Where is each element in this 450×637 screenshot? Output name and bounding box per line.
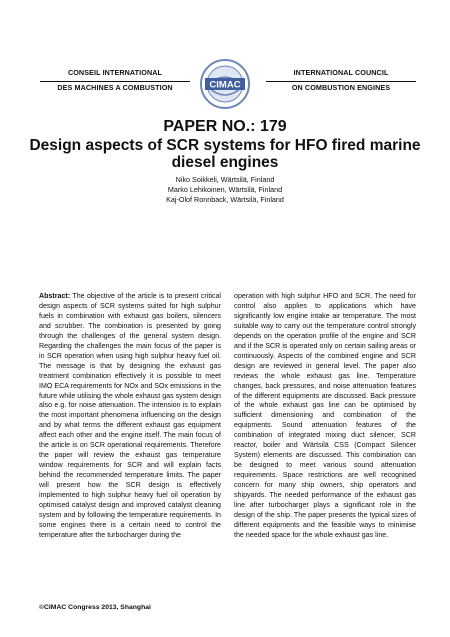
cimac-logo-icon xyxy=(199,58,251,110)
author: Kaj-Olof Ronnback, Wärtsilä, Finland xyxy=(166,195,284,204)
left-org-line-1: CONSEIL INTERNATIONAL xyxy=(40,67,190,82)
author: Niko Soikkeli, Wärtsilä, Finland xyxy=(175,175,275,184)
left-organization-name xyxy=(40,67,190,96)
footer-copyright: ©CIMAC Congress 2013, Shanghai xyxy=(39,604,151,611)
author: Marko Lehikoinen, Wärtsilä, Finland xyxy=(167,185,283,194)
right-org-line-1: INTERNATIONAL COUNCIL xyxy=(266,67,416,82)
right-organization-name xyxy=(266,67,416,96)
paper-title: Design aspects of SCR systems for HFO fired marine diesel engines xyxy=(29,137,421,171)
abstract-column-right xyxy=(234,292,416,541)
left-org-line-2: DES MACHINES A COMBUSTION xyxy=(57,83,173,92)
abstract-column-left xyxy=(39,292,221,541)
paper-number: PAPER NO.: 179 xyxy=(163,118,287,135)
abstract-text-right: operation with high sulphur HFO and SCR. The need for control also applies to applications which have significantly low engine intake air temperature. The most suitable way to carry out the temperature control strongly depends on the operation profile of the engine and SCR and if the SCR is operated only on certain sailing areas or continuously. Aspects of the combined engine and SCR design are reviewed in general level. The paper also reviews the whole exhaust gas line. Temperature changes, back pressures, and noise attenuation features of the different equipments are discussed. Back pressure of the whole exhaust gas line can be optimised by sufficient dimensioning and combination of the equipments. Sound attenuation features of the combination of integrated mixing duct silencer, SCR reactor, boiler and Wärtsilä CSS (Compact Silencer System) elements are discussed. This combination can be designed to meet various sound attenuation requirements. Space restrictions are well recognised concern for many ship owners, ship operators and shipyards. The needed performance of the exhaust gas line after turbocharger plays a significant role in the design of the ship. The paper presents the typical sizes of different equipments and the feasible ways to minimise the needed space for the whole exhaust gas line. xyxy=(234,292,416,539)
right-org-line-2: ON COMBUSTION ENGINES xyxy=(291,83,391,92)
author-list xyxy=(0,175,450,205)
abstract-label: Abstract: xyxy=(39,292,71,300)
cimac-logo xyxy=(199,58,251,110)
abstract-text-left: The objective of the article is to present critical design aspects of SCR systems suited for high sulphur fuels in combination with exhaust gas boilers, silencers and scrubber. The combination is presented by going through the challenges of the general system design. Regarding the challenges the main focus of the paper is in SCR operation when using high sulphur heavy fuel oil. The message is that by designing the exhaust gas treatment combination effectively it is possible to meet IMO ECA requirements for NOx and SOx emissions in the future while utilising the whole exhaust gas system design also e.g. for noise attenuation. The intension is to explain the most important phenomena influencing on the design and by what terms the different exhaust gas equipment affect each other and the engine itself. The main focus of the article is on SCR operational requirements. Therefore the paper will review the exhaust gas temperature window requirements for SCR and will explain facts behind the recommended temperature limits. The paper will present how the SCR design is effectively implemented to high sulphur heavy fuel oil operation by optimised catalyst design and improved catalyst cleaning system and by following the temperature requirements. In some engines there is a certain need to control the temperature after the turbocharger during the xyxy=(39,292,221,539)
logo-text: CIMAC xyxy=(209,79,241,91)
